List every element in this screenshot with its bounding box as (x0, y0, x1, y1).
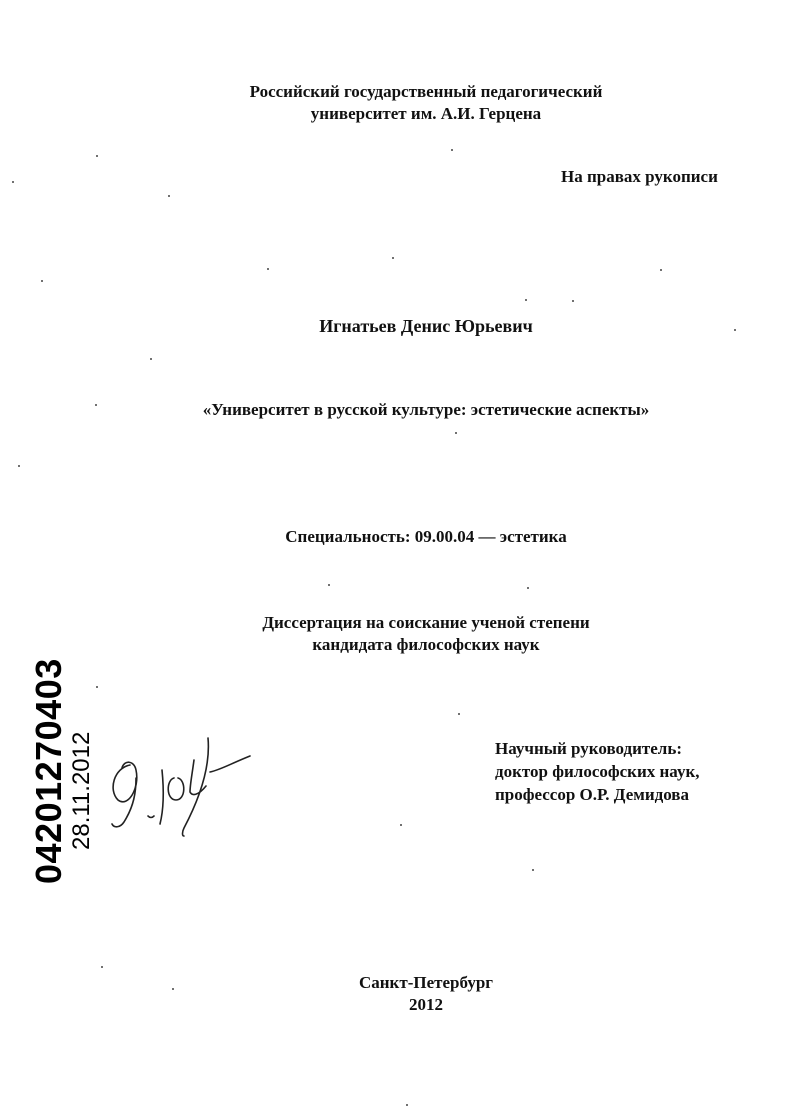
scan-speck (41, 280, 43, 282)
scan-speck (96, 155, 98, 157)
library-stamp-code: 04201270403 (28, 658, 69, 884)
city: Санкт-Петербург (358, 973, 494, 992)
scan-speck (101, 966, 103, 968)
scan-speck (525, 299, 527, 301)
scan-speck (660, 269, 662, 271)
scan-speck (95, 404, 97, 406)
scan-speck (458, 713, 460, 715)
scan-speck (406, 1104, 408, 1106)
scan-speck (532, 869, 534, 871)
library-stamp-date: 28.11.2012 (68, 731, 95, 850)
scan-speck (12, 181, 14, 183)
degree-line-1: Диссертация на соискание ученой степени (262, 613, 590, 632)
handwritten-signature (100, 730, 260, 840)
scan-speck (96, 686, 98, 688)
specialty: Специальность: 09.00.04 — эстетика (285, 527, 567, 546)
scan-speck (172, 988, 174, 990)
scan-speck (734, 329, 736, 331)
scan-speck (400, 824, 402, 826)
scan-speck (168, 195, 170, 197)
manuscript-note: На правах рукописи (561, 167, 718, 186)
scan-speck (392, 257, 394, 259)
scan-speck (572, 300, 574, 302)
scan-speck (267, 268, 269, 270)
year: 2012 (409, 995, 443, 1014)
degree-line-2: кандидата философских наук (312, 635, 540, 654)
supervisor-label: Научный руководитель: (495, 739, 682, 758)
author-name: Игнатьев Денис Юрьевич (319, 316, 533, 336)
supervisor-name: профессор О.Р. Демидова (495, 785, 689, 804)
supervisor-degree: доктор философских наук, (495, 762, 700, 781)
scan-speck (328, 584, 330, 586)
scan-speck (455, 432, 457, 434)
institution-line-2: университет им. А.И. Герцена (310, 104, 542, 123)
scan-speck (451, 149, 453, 151)
institution-line-1: Российский государственный педагогический (249, 82, 603, 101)
thesis-title: «Университет в русской культуре: эстетические аспекты» (202, 400, 650, 419)
scan-speck (150, 358, 152, 360)
scan-speck (527, 587, 529, 589)
scan-speck (18, 465, 20, 467)
